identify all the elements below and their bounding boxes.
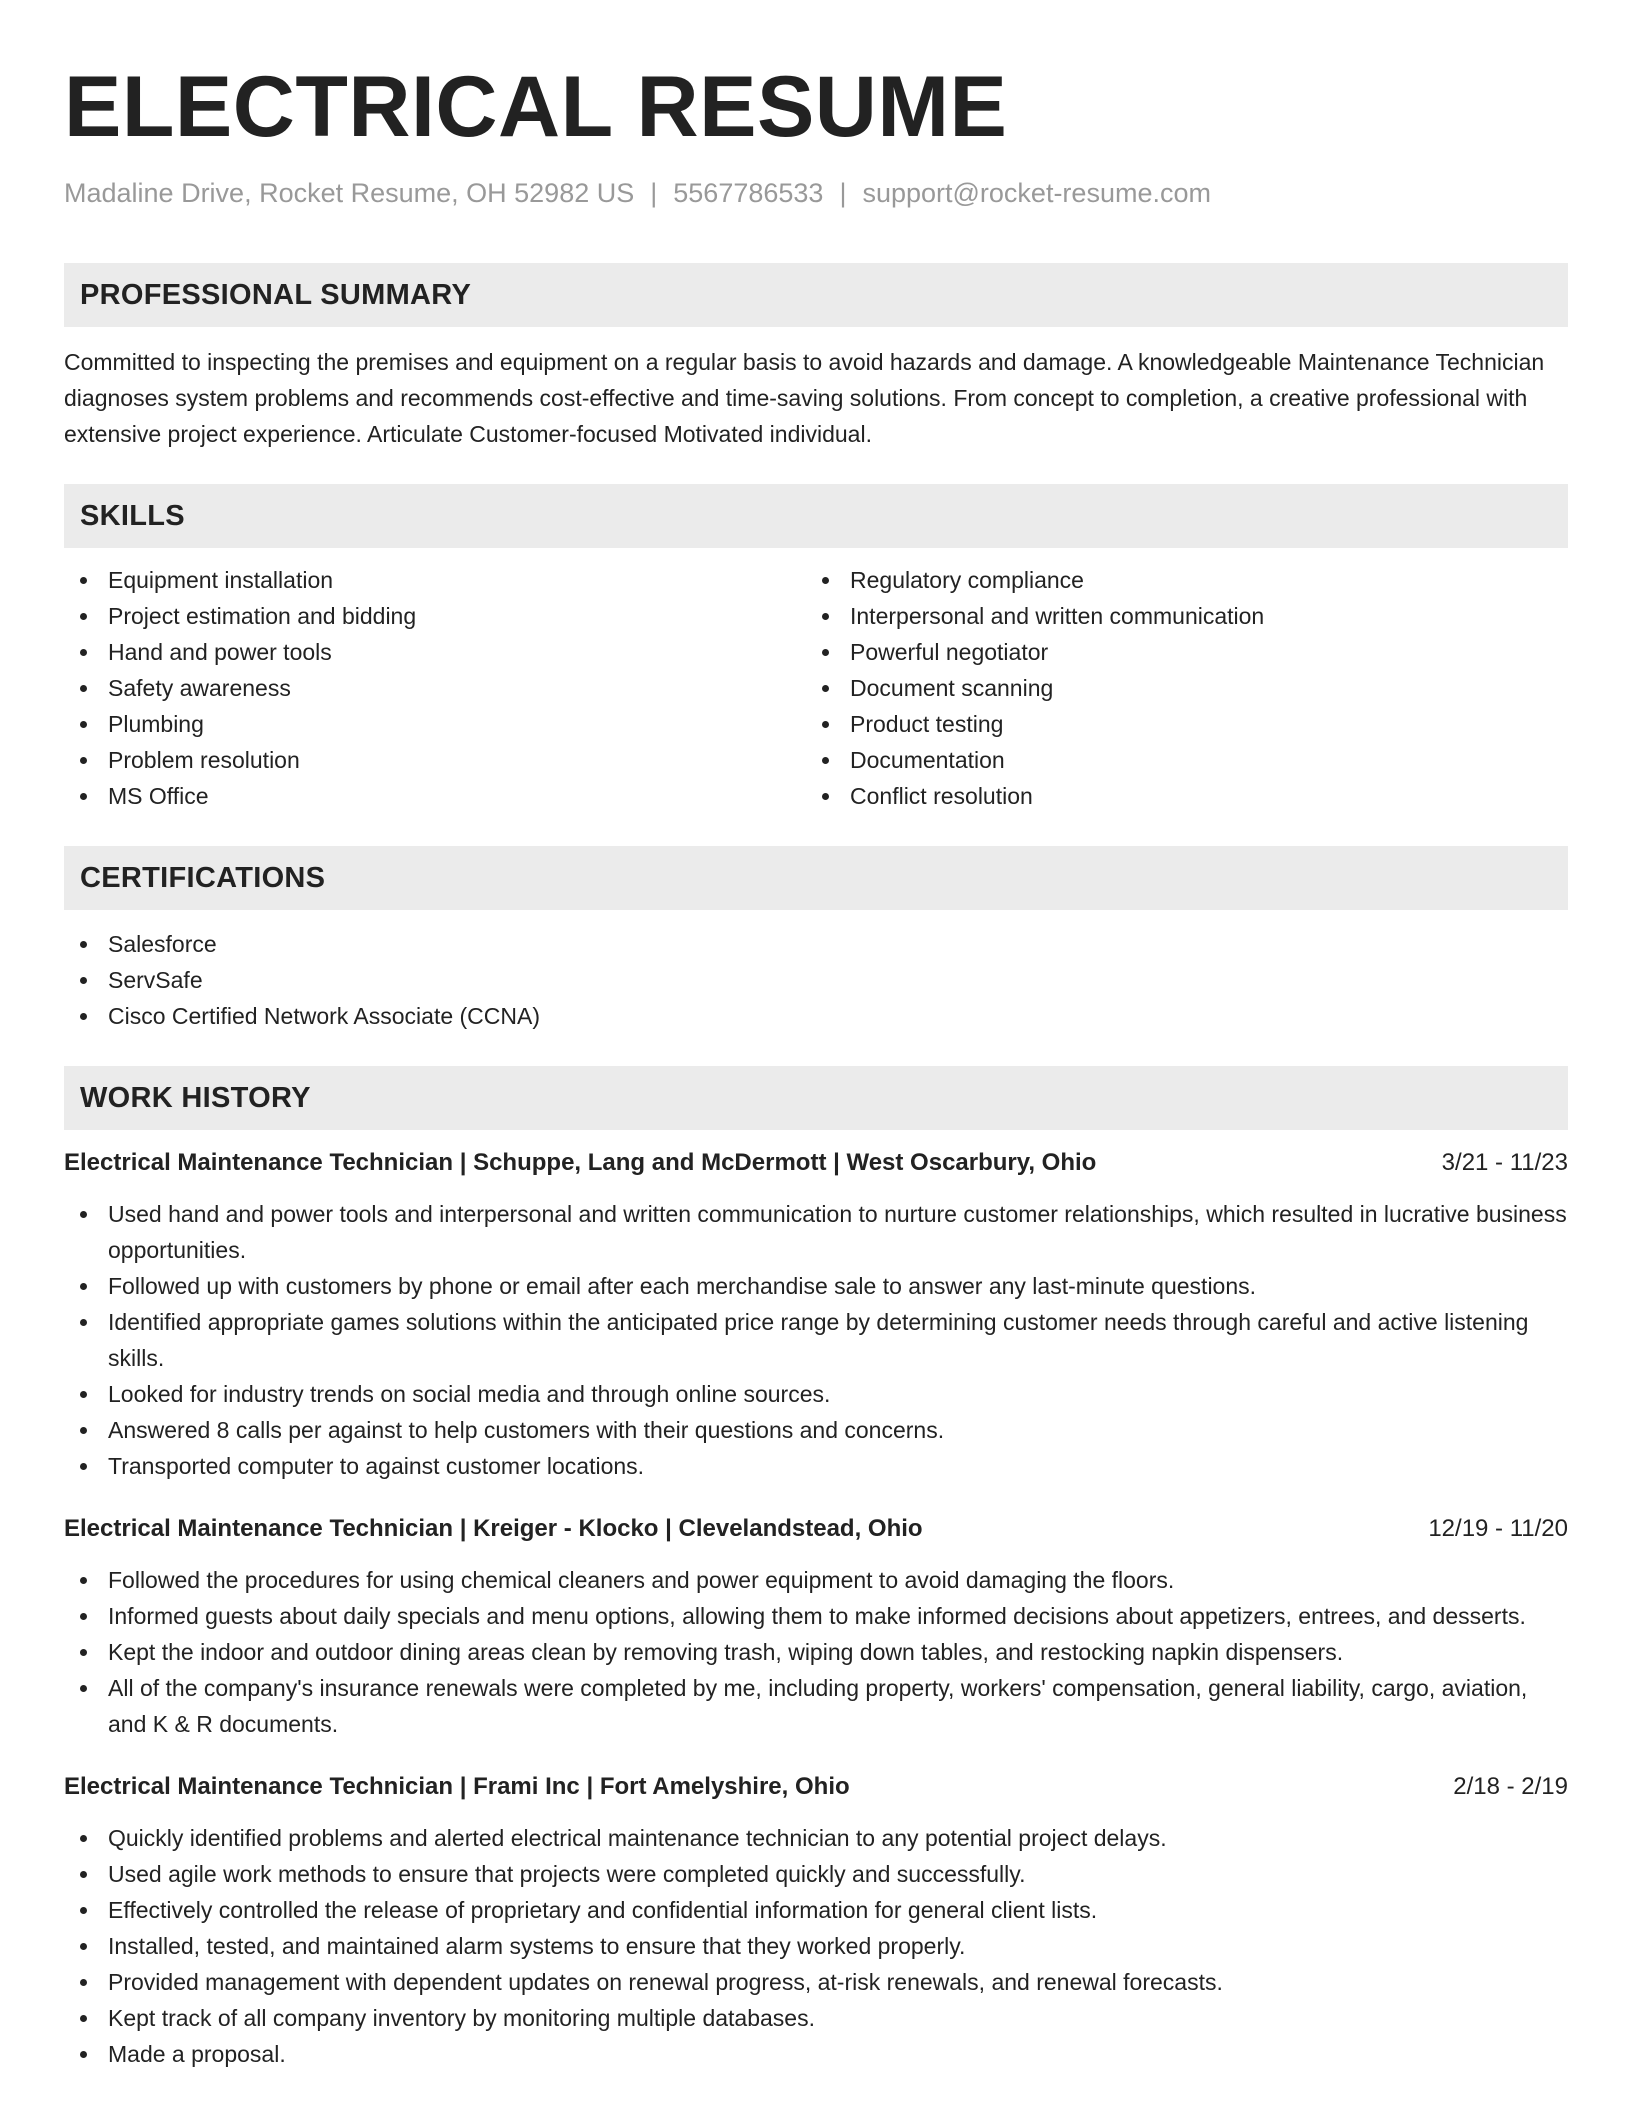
job-title: Electrical Maintenance Technician | Frami Inc | Fort Amelyshire, Ohio — [64, 1773, 850, 1800]
job-bullet: Informed guests about daily specials and menu options, allowing them to make informed decisions about appetizers, entrees, and desserts. — [64, 1598, 1568, 1634]
job-bullet: Kept track of all company inventory by monitoring multiple databases. — [64, 2000, 1568, 2036]
job-header — [64, 1770, 1568, 1804]
job-title: Electrical Maintenance Technician | Kreiger - Klocko | Clevelandstead, Ohio — [64, 1515, 923, 1542]
job-header — [64, 1146, 1568, 1180]
summary-text: Committed to inspecting the premises and equipment on a regular basis to avoid hazards and damage. A knowledgeable Maintenance Technician diagnoses system problems and recommends cost-effective and time-saving solutions. From concept to completion, a creative professional with extensive project experience. Articulate Customer-focused Motivated individual. — [64, 349, 1545, 447]
resume-title: ELECTRICAL RESUME — [64, 59, 1008, 155]
contact-phone: 5567786533 — [673, 178, 824, 208]
skill-item: Problem resolution — [64, 742, 806, 778]
job-bullet: Made a proposal. — [64, 2036, 1568, 2072]
job-bullet: Identified appropriate games solutions within the anticipated price range by determining customer needs through careful and active listening skills. — [64, 1304, 1568, 1376]
skill-item: Documentation — [806, 742, 1548, 778]
section-heading-work-history: WORK HISTORY — [64, 1066, 1568, 1130]
skill-item: Regulatory compliance — [806, 562, 1548, 598]
contact-separator: | — [839, 178, 847, 208]
skills-column-right — [806, 562, 1548, 814]
skill-item: Interpersonal and written communication — [806, 598, 1548, 634]
section-heading-skills: SKILLS — [64, 484, 1568, 548]
job-bullet: Transported computer to against customer locations. — [64, 1448, 1568, 1484]
certifications-list — [64, 926, 1568, 1034]
skill-item: Powerful negotiator — [806, 634, 1548, 670]
job-bullet: Provided management with dependent updates on renewal progress, at-risk renewals, and renewal forecasts. — [64, 1964, 1568, 2000]
job-bullet: Followed up with customers by phone or email after each merchandise sale to answer any last-minute questions. — [64, 1268, 1568, 1304]
resume-page — [64, 50, 1568, 2072]
skills-list — [64, 562, 1568, 814]
job-bullets — [64, 1196, 1568, 1484]
certification-item: ServSafe — [64, 962, 1568, 998]
job-bullet: Followed the procedures for using chemical cleaners and power equipment to avoid damaging the floors. — [64, 1562, 1568, 1598]
certification-item: Cisco Certified Network Associate (CCNA) — [64, 998, 1568, 1034]
skill-item: Product testing — [806, 706, 1548, 742]
skill-item: MS Office — [64, 778, 806, 814]
skill-item: Document scanning — [806, 670, 1548, 706]
skills-column-left — [64, 562, 806, 814]
job-bullet: Used agile work methods to ensure that projects were completed quickly and successfully. — [64, 1856, 1568, 1892]
job-entry — [64, 1770, 1568, 2072]
job-bullet: Effectively controlled the release of proprietary and confidential information for general client lists. — [64, 1892, 1568, 1928]
job-bullet: Used hand and power tools and interpersonal and written communication to nurture customer relationships, which resulted in lucrative business opportunities. — [64, 1196, 1568, 1268]
job-bullet: Answered 8 calls per against to help customers with their questions and concerns. — [64, 1412, 1568, 1448]
contact-separator: | — [650, 178, 658, 208]
job-dates: 12/19 - 11/20 — [1428, 1515, 1568, 1542]
job-header — [64, 1512, 1568, 1546]
job-dates: 3/21 - 11/23 — [1441, 1149, 1568, 1176]
skill-item: Plumbing — [64, 706, 806, 742]
job-bullet: Installed, tested, and maintained alarm systems to ensure that they worked properly. — [64, 1928, 1568, 1964]
job-bullets — [64, 1562, 1568, 1742]
job-dates: 2/18 - 2/19 — [1453, 1773, 1568, 1800]
job-entry — [64, 1512, 1568, 1742]
job-title: Electrical Maintenance Technician | Schuppe, Lang and McDermott | West Oscarbury, Ohio — [64, 1149, 1097, 1176]
section-heading-summary: PROFESSIONAL SUMMARY — [64, 263, 1568, 327]
job-bullet: All of the company's insurance renewals were completed by me, including property, workers' compensation, general liability, cargo, aviation, and K & R documents. — [64, 1670, 1568, 1742]
skill-item: Safety awareness — [64, 670, 806, 706]
contact-email: support@rocket-resume.com — [862, 178, 1211, 208]
skill-item: Conflict resolution — [806, 778, 1548, 814]
job-bullets — [64, 1820, 1568, 2072]
contact-address: Madaline Drive, Rocket Resume, OH 52982 US — [64, 178, 635, 208]
job-bullet: Kept the indoor and outdoor dining areas clean by removing trash, wiping down tables, and restocking napkin dispensers. — [64, 1634, 1568, 1670]
skill-item: Equipment installation — [64, 562, 806, 598]
contact-line — [64, 178, 1568, 209]
section-heading-certifications: CERTIFICATIONS — [64, 846, 1568, 910]
skill-item: Project estimation and bidding — [64, 598, 806, 634]
job-bullet: Quickly identified problems and alerted electrical maintenance technician to any potential project delays. — [64, 1820, 1568, 1856]
job-bullet: Looked for industry trends on social media and through online sources. — [64, 1376, 1568, 1412]
skill-item: Hand and power tools — [64, 634, 806, 670]
certification-item: Salesforce — [64, 926, 1568, 962]
job-entry — [64, 1146, 1568, 1484]
